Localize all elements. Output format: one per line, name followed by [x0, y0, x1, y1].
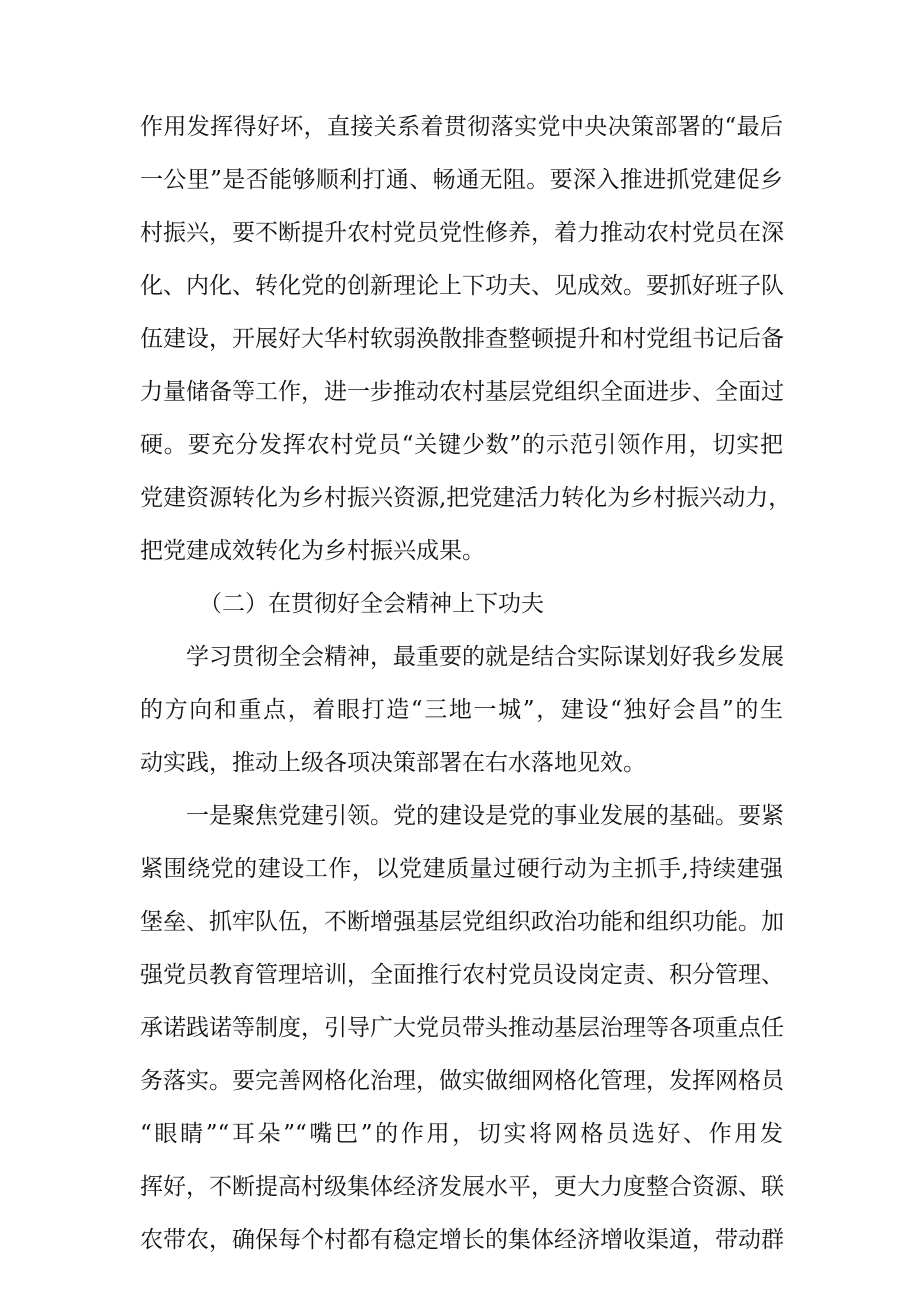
text-line: 伍建设，开展好大华村软弱涣散排查整顿提升和村党组书记后备	[140, 326, 784, 352]
text-line: 农带农，确保每个村都有稳定增长的集体经济增收渠道，带动群	[140, 1227, 784, 1253]
text-line: 堡垒、抓牢队伍，不断增强基层党组织政治功能和组织功能。加	[140, 909, 784, 935]
text-line: 村振兴，要不断提升农村党员党性修养，着力推动农村党员在深	[140, 220, 784, 246]
text-line: 承诺践诺等制度，引导广大党员带头推动基层治理等各项重点任	[140, 1015, 784, 1041]
section-heading: （二）在贯彻好全会精神上下功夫	[199, 591, 544, 617]
text-line: 挥好，不断提高村级集体经济发展水平，更大力度整合资源、联	[140, 1174, 784, 1200]
paragraph-first-line: 学习贯彻全会精神，最重要的就是结合实际谋划好我乡发展	[186, 644, 784, 670]
text-line: 紧围绕党的建设工作，以党建质量过硬行动为主抓手,持续建强	[140, 856, 783, 882]
text-line: 硬。要充分发挥农村党员“关键少数”的示范引领作用，切实把	[140, 432, 783, 458]
text-line: 把党建成效转化为乡村振兴成果。	[140, 538, 485, 564]
text-line: 作用发挥得好坏，直接关系着贯彻落实党中央决策部署的“最后	[140, 114, 783, 140]
text-line: 动实践，推动上级各项决策部署在右水落地见效。	[140, 750, 646, 776]
text-line: 力量储备等工作，进一步推动农村基层党组织全面进步、全面过	[140, 379, 784, 405]
text-line: 务落实。要完善网格化治理，做实做细网格化管理，发挥网格员	[140, 1068, 784, 1094]
text-line: 的方向和重点，着眼打造“三地一城”，建设“独好会昌”的生	[140, 697, 783, 723]
paragraph-first-line: 一是聚焦党建引领。党的建设是党的事业发展的基础。要紧	[186, 803, 784, 829]
text-line: 强党员教育管理培训，全面推行农村党员设岗定责、积分管理、	[140, 962, 784, 988]
text-line: “眼睛”“耳朵”“嘴巴”的作用，切实将网格员选好、作用发	[140, 1121, 783, 1147]
text-line: 党建资源转化为乡村振兴资源,把党建活力转化为乡村振兴动力，	[140, 485, 792, 511]
text-line: 化、内化、转化党的创新理论上下功夫、见成效。要抓好班子队	[140, 273, 784, 299]
text-line: 一公里”是否能够顺利打通、畅通无阻。要深入推进抓党建促乡	[140, 167, 783, 193]
